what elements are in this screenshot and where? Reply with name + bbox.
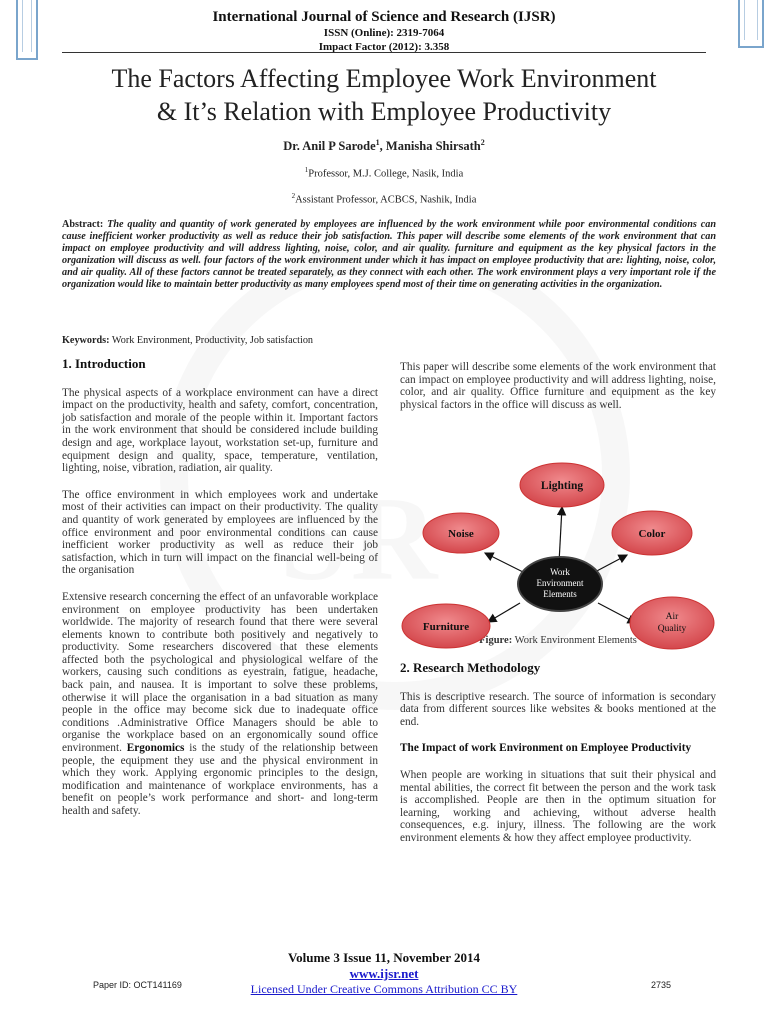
author-1: Dr. Anil P Sarode [283,139,376,154]
node-air-label-line2: Quality [657,624,687,635]
node-air-label-line1: Air [665,612,679,623]
journal-header [0,9,768,54]
arrow-to-lighting [559,507,562,563]
impact-paragraph: When people are working in situations that suit their physical and mental abilities, the correct fit between the person and the work task is accomplished. People are then in the optimum situation for learning, working and achieving, without adverse health consequences, e.g. injury, illness. The following are the work environment elements & how they affect employee productivity. [400,768,716,844]
center-label-line2: Environment [536,578,584,589]
work-environment-figure [400,425,716,635]
node-color-label: Color [638,528,666,541]
author-1-sup: 1 [375,138,380,147]
intro-paragraph-2: The office environment in which employees work and undertake most of their activities can impact on their productivity. The quality and quantity of work generated by employees are influenced by the office environment and poor environmental conditions can cause inefficient worker productivity as well as reduce their job satisfaction, which in turn will impact on the financial well-being of the organisation [62,488,378,577]
affiliation-1-text: Professor, M.J. College, Nasik, India [308,168,464,180]
paper-title-line2: & It’s Relation with Employee Productivity [156,97,612,126]
arrow-to-furniture [488,603,520,622]
right-column [400,361,716,859]
keywords-label: Keywords: [62,335,110,346]
journal-title: International Journal of Science and Research (IJSR) [212,9,556,25]
method-heading: 2. Research Methodology [400,659,541,675]
center-label-line3: Elements [543,589,577,600]
affiliation-2-text: Assistant Professor, ACBCS, Nashik, India [295,194,477,206]
author-2-sup: 2 [480,138,485,147]
node-furniture-label: Furniture [422,621,470,634]
affiliation-2 [0,192,768,206]
arrow-to-color [593,555,627,573]
author-separator: , [379,139,386,154]
intro-paragraph-3 [62,591,378,818]
intro-paragraph-1: The physical aspects of a workplace environment can have a direct impact on the productivity, health and safety, comfort, concentration, job satisfaction and morale of the people within it. Important factors in the work environment that should be considered include building design and age, workplace layout, workstation set-up, furniture and equipment design and quality, space, temperature, ventilation, lighting, noise, vibration, radiation, air quality. [62,386,378,475]
ergonomics-term: Ergonomics [126,742,185,755]
center-label-line1: Work [550,567,570,578]
page-number: 2735 [651,980,672,990]
method-paragraph: This is descriptive research. The source of information is secondary data from different sources like websites & books mentioned at the end. [400,690,716,728]
affiliation-1 [0,166,768,180]
node-air-quality [630,597,714,649]
footer-volume: Volume 3 Issue 11, November 2014 [287,950,481,965]
abstract-label: Abstract: [62,219,104,230]
paper-id: Paper ID: OCT141169 [93,980,182,990]
author-2: Manisha Shirsath [385,139,481,154]
abstract-text: The quality and quantity of work generated by employees are influenced by the work environment while poor environmental conditions can cause inefficient worker productivity as well as reduce their job satisfaction. This paper will describe some elements of the work environment that can impact on employee productivity and will address lighting, noise, color, and air quality. furniture and equipment as the key physical factors in the organization will discuss as well. four factors of the work environment under which it has impact on employee productivity that are: lighting, noise, color, and air quality. All of these factors cannot be treated separately, as they connect with each other. The work environment plays a very important role if the organization would like to maintain better productivity as many employees spend most of their time on generating activities in the organization. [62,219,717,291]
journal-issn: ISSN (Online): 2319-7064 [323,27,445,39]
header-rule [62,52,706,53]
footer-url-link[interactable]: www.ijsr.net [349,966,419,981]
intro-p3-part-a: Extensive research concerning the effect of an unfavorable workplace environment on employee productivity has been undertaken worldwide. The majority of research found that there were several elements known to contribute both positively and negatively to productivity. Some researchers discovered that these elements affected both the psychological and physiological welfare of the workers, causing such conditions as eyestrain, fatigue, headache, back pain, and nausea. It is important to solve these problems, otherwise it will place the organisation in a bad situation as many people in the office may become sick due to inadequate office conditions .Administrative Office Managers should be able to organise the workplace based on an ergonomically sound office environment. [62,590,378,755]
paper-title [40,62,728,128]
work-environment-diagram [400,425,716,635]
figure-caption-label: Figure: [479,635,513,647]
affiliation-1-sup: 1 [304,166,309,174]
abstract [62,219,716,292]
col2-paragraph-1: This paper will describe some elements of the work environment that can impact on employee productivity and will address lighting, noise, color, and air quality. Office furniture and equipment as the key physical factors in the office will discuss as well. [400,361,716,411]
impact-heading: The Impact of work Environment on Employee Productivity [400,742,692,755]
intro-heading: 1. Introduction [62,356,146,371]
figure-caption-text: Work Environment Elements [512,635,637,647]
affiliation-2-sup: 2 [291,192,296,200]
author-list [0,138,768,154]
paper-title-line1: The Factors Affecting Employee Work Environment [111,64,657,93]
journal-impact-factor: Impact Factor (2012): 3.358 [318,41,450,53]
left-column [62,358,378,832]
node-lighting-label: Lighting [540,480,584,493]
node-noise-label: Noise [448,528,474,541]
keywords-text: Work Environment, Productivity, Job satisfaction [111,335,314,346]
keywords [62,335,313,346]
arrow-to-noise [485,553,525,573]
footer-license-link[interactable]: Licensed Under Creative Commons Attribution CC BY [250,982,518,996]
intro-p3-part-b: is the study of the relationship between people, the equipment they use and the physical environment in which they work. Applying ergonomic principles to the design, modification and maintenance of workplace environments, has a benefit on people’s work performance and short- and long-term health and safety. [62,742,378,817]
